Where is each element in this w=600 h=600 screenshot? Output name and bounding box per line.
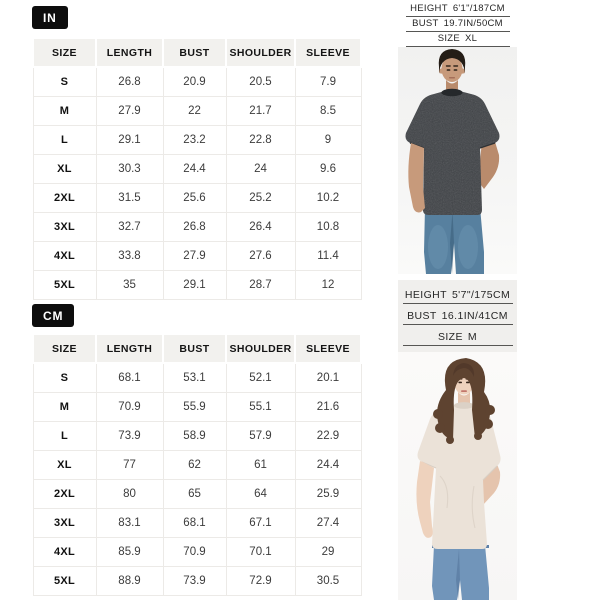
value-cell: 20.5 [226,67,295,97]
table-row [33,97,361,126]
value-cell: 23.2 [163,126,226,155]
value-cell: 70.9 [163,538,226,567]
spec-bust: BUST 19.7IN/50CM [406,19,510,32]
value-cell: 22.9 [295,422,361,451]
column-header-size: SIZE [33,334,96,363]
model-column [398,0,517,600]
column-header-length: LENGTH [96,334,163,363]
spec-bust: BUST 16.1IN/41CM [403,310,513,325]
column-header-shoulder: SHOULDER [226,38,295,67]
value-cell: 20.9 [163,67,226,97]
value-cell: 21.7 [226,97,295,126]
value-cell: 26.8 [163,213,226,242]
table-row [33,538,361,567]
value-cell: 65 [163,480,226,509]
value-cell: 27.9 [163,242,226,271]
model-card-female [398,280,517,600]
value-cell: 68.1 [96,363,163,393]
value-cell: 26.4 [226,213,295,242]
value-cell: 70.9 [96,393,163,422]
value-cell: 27.4 [295,509,361,538]
table-row [33,393,361,422]
size-cell: 4XL [33,538,96,567]
value-cell: 22.8 [226,126,295,155]
value-cell: 68.1 [163,509,226,538]
size-cell: L [33,126,96,155]
size-section-in [32,6,362,300]
table-row [33,509,361,538]
unit-badge-cm: CM [32,304,74,327]
value-cell: 77 [96,451,163,480]
value-cell: 29 [295,538,361,567]
value-cell: 29.1 [96,126,163,155]
value-cell: 30.5 [295,567,361,596]
model-specs-female [398,280,517,352]
size-cell: 3XL [33,509,96,538]
spec-size: SIZE M [403,331,513,346]
table-row [33,480,361,509]
value-cell: 24 [226,155,295,184]
column-header-bust: BUST [163,38,226,67]
table-row [33,155,361,184]
value-cell: 58.9 [163,422,226,451]
value-cell: 24.4 [163,155,226,184]
size-cell: 5XL [33,271,96,300]
table-header-row [33,334,361,363]
female-model-photo [398,352,517,600]
value-cell: 27.6 [226,242,295,271]
table-row [33,271,361,300]
value-cell: 35 [96,271,163,300]
male-model-photo [398,47,517,274]
size-cell: 5XL [33,567,96,596]
table-row [33,422,361,451]
value-cell: 22 [163,97,226,126]
value-cell: 85.9 [96,538,163,567]
value-cell: 29.1 [163,271,226,300]
value-cell: 73.9 [163,567,226,596]
value-cell: 88.9 [96,567,163,596]
table-row [33,451,361,480]
column-header-sleeve: SLEEVE [295,38,361,67]
column-header-sleeve: SLEEVE [295,334,361,363]
size-table-in [32,37,362,300]
value-cell: 32.7 [96,213,163,242]
value-cell: 27.9 [96,97,163,126]
value-cell: 72.9 [226,567,295,596]
value-cell: 52.1 [226,363,295,393]
size-cell: 3XL [33,213,96,242]
value-cell: 61 [226,451,295,480]
size-cell: XL [33,451,96,480]
value-cell: 9 [295,126,361,155]
table-row [33,567,361,596]
unit-badge-in: IN [32,6,68,29]
value-cell: 10.8 [295,213,361,242]
value-cell: 80 [96,480,163,509]
value-cell: 11.4 [295,242,361,271]
size-cell: S [33,67,96,97]
table-row [33,213,361,242]
value-cell: 33.8 [96,242,163,271]
value-cell: 28.7 [226,271,295,300]
size-cell: L [33,422,96,451]
spec-height: HEIGHT 5'7"/175CM [403,289,513,304]
size-cell: 2XL [33,480,96,509]
column-header-shoulder: SHOULDER [226,334,295,363]
column-header-bust: BUST [163,334,226,363]
table-row [33,126,361,155]
spec-size: SIZE XL [406,34,510,47]
column-header-length: LENGTH [96,38,163,67]
value-cell: 20.1 [295,363,361,393]
value-cell: 73.9 [96,422,163,451]
size-cell: 2XL [33,184,96,213]
size-table-cm [32,333,362,596]
table-row [33,184,361,213]
value-cell: 57.9 [226,422,295,451]
value-cell: 10.2 [295,184,361,213]
model-card-male [398,0,517,274]
value-cell: 7.9 [295,67,361,97]
size-cell: M [33,97,96,126]
value-cell: 26.8 [96,67,163,97]
value-cell: 25.2 [226,184,295,213]
spec-height: HEIGHT 6'1"/187CM [406,4,510,17]
value-cell: 25.9 [295,480,361,509]
value-cell: 21.6 [295,393,361,422]
value-cell: 12 [295,271,361,300]
value-cell: 9.6 [295,155,361,184]
size-cell: S [33,363,96,393]
value-cell: 62 [163,451,226,480]
size-cell: 4XL [33,242,96,271]
value-cell: 70.1 [226,538,295,567]
table-row [33,67,361,97]
model-specs-male [398,0,517,47]
value-cell: 55.1 [226,393,295,422]
size-section-cm [32,304,362,596]
value-cell: 67.1 [226,509,295,538]
value-cell: 31.5 [96,184,163,213]
value-cell: 64 [226,480,295,509]
table-row [33,242,361,271]
size-cell: M [33,393,96,422]
table-header-row [33,38,361,67]
table-row [33,363,361,393]
value-cell: 83.1 [96,509,163,538]
value-cell: 8.5 [295,97,361,126]
value-cell: 30.3 [96,155,163,184]
size-cell: XL [33,155,96,184]
value-cell: 25.6 [163,184,226,213]
value-cell: 55.9 [163,393,226,422]
column-header-size: SIZE [33,38,96,67]
value-cell: 24.4 [295,451,361,480]
value-cell: 53.1 [163,363,226,393]
